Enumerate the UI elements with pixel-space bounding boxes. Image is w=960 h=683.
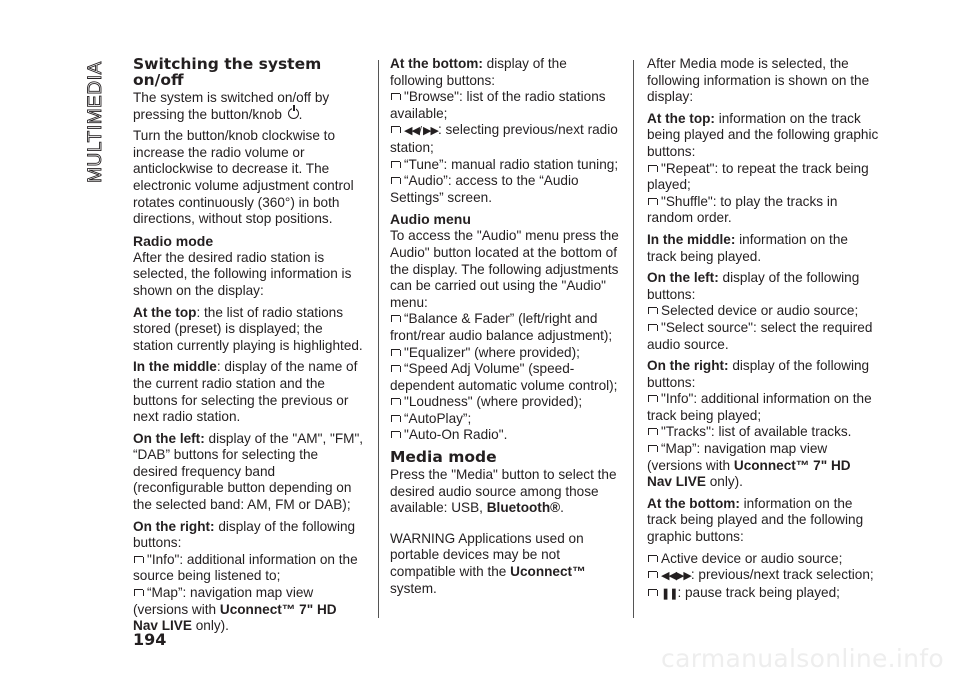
list-item: “Map”: navigation map view (versions with Uconnect™ 7" HD Nav LIVE only). [133, 585, 337, 634]
section-heading-media-mode: Media mode [390, 448, 497, 467]
pause-icon: ❚❚ [661, 587, 678, 600]
paragraph: On the right: display of the following buttons: [133, 518, 356, 551]
column-1 [133, 56, 365, 635]
checkbox-bullet-icon [134, 589, 143, 596]
section-tab: MULTIMEDIA [85, 61, 106, 183]
checkbox-bullet-icon [648, 198, 657, 205]
list-item: "Browse": list of the radio stations available; [390, 89, 606, 121]
checkbox-bullet-icon [391, 365, 400, 372]
checkbox-bullet-icon [648, 395, 657, 402]
checkbox-bullet-icon [391, 431, 400, 438]
checkbox-bullet-icon [391, 349, 400, 356]
checkbox-bullet-icon [391, 161, 400, 168]
list-item: "Auto-On Radio". [390, 427, 622, 444]
prev-next-icon: ◀◀/ ▶▶ [404, 125, 438, 138]
column-divider [633, 60, 634, 618]
checkbox-bullet-icon [391, 415, 400, 422]
checkbox-bullet-icon [648, 589, 657, 596]
subheading-radio-mode: Radio mode [133, 232, 214, 249]
paragraph: On the right: display of the following buttons: [647, 358, 870, 390]
checkbox-bullet-icon [648, 555, 657, 562]
paragraph: At the top: the list of radio stations stored (preset) is displayed; the station currently playing is highlighted. [133, 304, 363, 353]
list-item: ◀◀▶▶: previous/next track selection; [647, 567, 879, 585]
paragraph: In the middle: display of the name of the current radio station and the buttons for selecting the previous or next radio station. [133, 359, 358, 425]
checkbox-bullet-icon [648, 307, 657, 314]
paragraph: Press the "Media" button to select the desired audio source among those available: USB, Bluetooth®. [390, 467, 617, 516]
paragraph: After the desired radio station is selected, the following information is shown on the display: [133, 249, 352, 298]
paragraph: At the bottom: display of the following buttons: [390, 56, 567, 88]
list-item: “AutoPlay”; [390, 411, 622, 428]
checkbox-bullet-icon [648, 428, 657, 435]
prev-next-track-icon: ◀◀▶▶ [661, 570, 691, 583]
list-item: "Loudness" (where provided); [390, 394, 622, 411]
list-item: “Map”: navigation map view (versions with Uconnect™ 7" HD Nav LIVE only). [647, 441, 851, 490]
column-divider [378, 60, 379, 618]
page-number: 194 [133, 630, 167, 649]
list-item: ❚❚: pause track being played; [647, 585, 879, 603]
paragraph: On the left: display of the following buttons: [647, 270, 860, 302]
paragraph: To access the "Audio" menu press the Audio" button located at the bottom of the display. The following adjustments can be carried out using the "Audio" menu: [390, 228, 619, 310]
list-item: "Info": additional information on the source being listened to; [133, 551, 358, 584]
paragraph: The system is switched on/off by pressing the button/knob . [133, 90, 330, 122]
list-item: “Tune”: manual radio station tuning; [390, 157, 622, 174]
checkbox-bullet-icon [391, 126, 400, 133]
checkbox-bullet-icon [391, 93, 400, 100]
list-item: "Select source": select the required audio source. [647, 319, 873, 352]
list-item: "Info": additional information on the track being played; [647, 391, 872, 423]
list-item: "Tracks": list of available tracks. [647, 424, 879, 441]
paragraph: After Media mode is selected, the following information is shown on the display: [647, 56, 870, 105]
list-item: "Equalizer" (where provided); [390, 345, 622, 362]
list-item: Active device or audio source; [647, 551, 879, 568]
section-heading-switching: Switching the system on/off [133, 55, 322, 89]
paragraph: At the bottom: information on the track being played and the following graphic buttons: [647, 495, 864, 545]
power-knob-icon [288, 108, 299, 119]
list-item: “Balance & Fader” (left/right and front/rear audio balance adjustment); [390, 311, 613, 343]
list-item: “Speed Adj Volume" (speed-dependent automatic volume control); [390, 361, 618, 393]
column-2 [390, 56, 622, 602]
checkbox-bullet-icon [648, 324, 657, 331]
checkbox-bullet-icon [648, 445, 657, 452]
checkbox-bullet-icon [648, 165, 657, 172]
checkbox-bullet-icon [134, 556, 143, 563]
checkbox-bullet-icon [391, 398, 400, 405]
warning-paragraph: WARNING Applications used on portable devices may be not compatible with the Uconnect™ system. [390, 530, 586, 596]
checkbox-bullet-icon [391, 315, 400, 322]
subheading-audio-menu: Audio menu [390, 211, 471, 228]
paragraph: At the top: information on the track being played and the following graphic buttons: [647, 110, 879, 159]
list-item: "Shuffle": to play the tracks in random order. [647, 193, 838, 226]
paragraph: In the middle: information on the track being played. [647, 231, 848, 264]
list-item: Selected device or audio source; [647, 303, 879, 320]
list-item: “Audio”: access to the “Audio Settings” screen. [390, 173, 579, 205]
checkbox-bullet-icon [648, 571, 657, 578]
list-item: ◀◀/ ▶▶: selecting previous/next radio station; [390, 122, 618, 155]
paragraph: Turn the button/knob clockwise to increase the radio volume or anticlockwise to decrease it. The electronic volume adjustment control rotates continuously (360°) in both directions, without stop positions. [133, 128, 354, 227]
column-3 [647, 56, 879, 602]
footer-watermark: carmanualsonline.info [661, 644, 944, 673]
paragraph: On the left: display of the "AM", "FM", “DAB” buttons for selecting the desired frequency band (reconfigurable button depending on the selected band: AM, FM or DAB); [133, 430, 364, 513]
checkbox-bullet-icon [391, 177, 400, 184]
list-item: "Repeat": to repeat the track being played; [647, 160, 869, 193]
